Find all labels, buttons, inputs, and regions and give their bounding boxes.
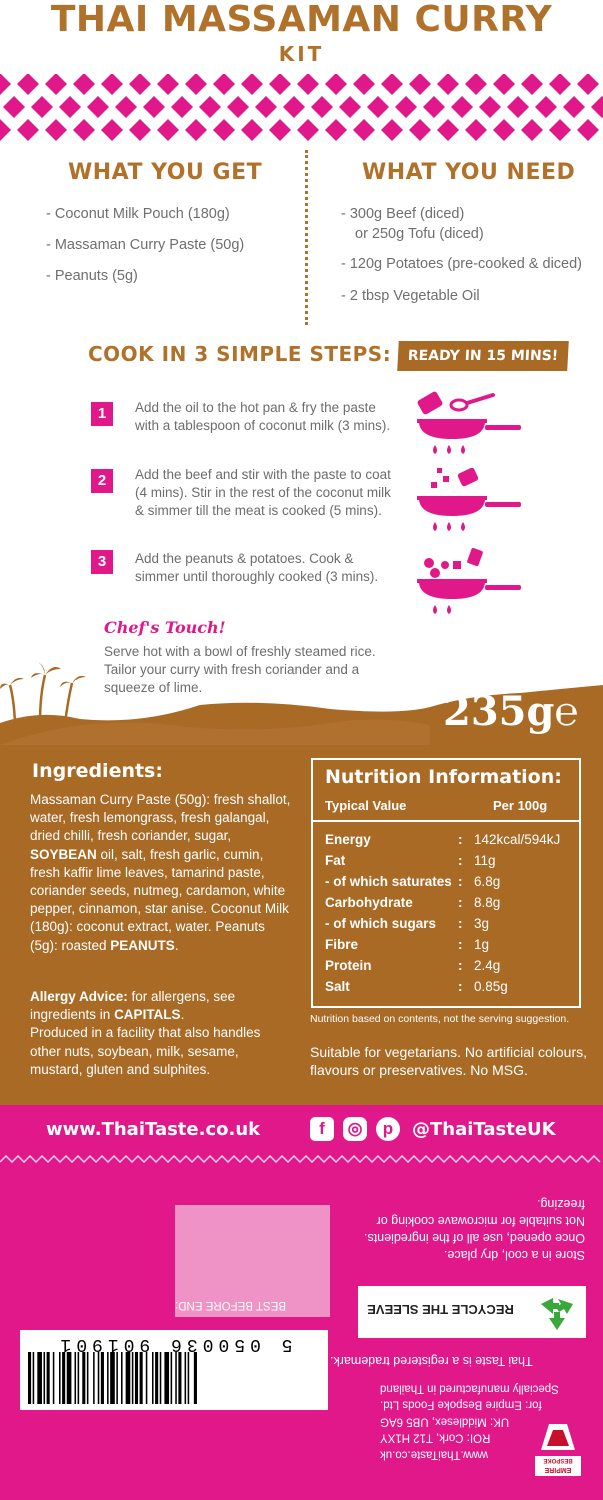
nutrition-row: Energy : 142kcal/594kJ — [325, 832, 561, 847]
step-line: & simmer till the meat is cooked (5 mins). — [135, 503, 382, 518]
barcode-bar — [146, 1352, 148, 1404]
diamond-shape — [283, 96, 305, 118]
diamond-shape — [115, 96, 137, 118]
nutrition-row: Protein : 2.4g — [325, 958, 501, 973]
barcode-bar — [98, 1352, 100, 1404]
barcode-bar — [155, 1352, 158, 1404]
ingredients-part: oil, salt, fresh garlic, cumin, fresh kaffir lime leaves, tamarind paste, coriander seeds, nutmeg, cardamon, white pepper, cinnamon, star anise. Coconut Milk (180g): coconut extract, water. Peanuts (5g): roasted — [30, 846, 289, 953]
barcode-bar — [194, 1352, 197, 1404]
maker-line: for: Empire Bespoke Foods Ltd. — [380, 1399, 542, 1411]
diamond-shape — [241, 119, 263, 141]
diamond-shape — [465, 119, 487, 141]
svg-text:BESPOKE: BESPOKE — [543, 1457, 573, 1463]
diamond-shape — [353, 119, 375, 141]
diamond-shape — [227, 96, 249, 118]
diamond-shape — [493, 74, 515, 95]
barcode-bar — [185, 1352, 187, 1404]
step-number: 1 — [91, 402, 113, 426]
diamond-shape — [549, 119, 571, 141]
ingredients-heading: Ingredients: — [32, 760, 163, 782]
maker-line: www.ThaiTaste.co.uk — [380, 1448, 489, 1461]
allergy-text: for allergens, see ingredients in — [30, 989, 236, 1023]
nutrition-row: - of which saturates : 6.8g — [325, 874, 501, 889]
diamond-shape — [409, 74, 431, 95]
diamond-shape — [45, 74, 67, 95]
barcode-bar — [160, 1352, 162, 1404]
chef-line: Tailor your curry with fresh coriander and a — [104, 662, 360, 677]
ingredients-text — [30, 791, 292, 955]
list-item: - 120g Potatoes (pre-cooked & diced) — [341, 256, 582, 272]
chefs-touch-heading: Chef's Touch! — [104, 618, 226, 637]
allergy-text: . — [180, 1007, 185, 1023]
nutrition-note: Nutrition based on contents, not the serving suggestion. — [310, 1013, 570, 1025]
barcode-bar — [101, 1352, 104, 1404]
nutrition-col-typical: Typical Value — [325, 798, 407, 813]
instagram-icon[interactable]: ◎ — [343, 1117, 367, 1141]
step-line: Add the oil to the hot pan & fry the paste — [135, 400, 376, 415]
diamond-shape — [521, 74, 543, 95]
best-before-box — [175, 1205, 330, 1317]
palm-trees-icon — [0, 655, 100, 725]
ingredients-part: . — [174, 937, 179, 953]
barcode-bar — [78, 1352, 80, 1404]
list-item: - Massaman Curry Paste (50g) — [46, 237, 245, 253]
step-number: 2 — [91, 469, 113, 493]
barcode-bars-icon — [28, 1352, 320, 1404]
diamond-shape — [437, 74, 459, 95]
diamond-shape — [157, 74, 179, 95]
allergen-highlight: SOYBEAN — [30, 846, 97, 862]
diamond-shape — [101, 119, 123, 141]
diamond-shape — [59, 96, 81, 118]
diamond-shape — [255, 96, 277, 118]
diamond-shape — [521, 119, 543, 141]
diamond-shape — [241, 74, 263, 95]
step-2-text — [135, 466, 403, 520]
nutrition-col-per100g: Per 100g — [493, 798, 548, 813]
social-handle[interactable]: @ThaiTasteUK — [412, 1119, 556, 1140]
steps-heading: COOK IN 3 SIMPLE STEPS: — [88, 342, 392, 366]
step-line: with a tablespoon of coconut milk (3 mins). — [135, 418, 391, 433]
step-1-text — [135, 399, 403, 435]
diamond-shape — [213, 74, 235, 95]
empire-bespoke-foods-logo-icon — [533, 1420, 583, 1478]
diamond-shape — [87, 96, 109, 118]
social-icons — [310, 1117, 406, 1145]
column-divider — [305, 150, 309, 325]
barcode-bar — [126, 1352, 131, 1404]
barcode — [20, 1330, 328, 1410]
barcode-bar — [140, 1352, 143, 1404]
nutrition-row: Salt : 0.85g — [325, 979, 508, 994]
step-line: Add the peanuts & potatoes. Cook & — [135, 551, 354, 566]
barcode-bar — [188, 1352, 190, 1404]
barcode-bar — [44, 1352, 46, 1404]
what-you-get-list — [46, 204, 244, 286]
diamond-shape — [577, 119, 599, 141]
product-subtitle: KIT — [278, 42, 325, 66]
list-item: - Peanuts (5g) — [46, 268, 138, 284]
barcode-bar — [75, 1352, 77, 1404]
diamond-shape — [157, 119, 179, 141]
diamond-shape — [185, 74, 207, 95]
storage-line: freezing. — [537, 1197, 585, 1211]
diamond-shape — [325, 74, 347, 95]
barcode-bar — [93, 1352, 95, 1404]
diamond-shape — [0, 119, 11, 141]
barcode-bar — [28, 1352, 31, 1404]
diamond-shape — [3, 96, 25, 118]
trademark-notice: Thai Taste is a registered trademark. — [330, 1354, 533, 1368]
barcode-bar — [33, 1352, 35, 1404]
diamond-shape — [269, 119, 291, 141]
diamond-shape — [297, 74, 319, 95]
barcode-bar — [67, 1352, 72, 1404]
diamond-shape — [73, 74, 95, 95]
barcode-bar — [62, 1352, 65, 1404]
diamond-shape — [367, 96, 389, 118]
diamond-shape — [437, 119, 459, 141]
barcode-bar — [175, 1352, 177, 1404]
step-line: simmer until thoroughly cooked (3 mins). — [135, 569, 379, 584]
diamond-shape — [549, 74, 571, 95]
diamond-shape — [409, 119, 431, 141]
net-weight: 235g℮ — [443, 688, 579, 735]
diamond-shape — [213, 119, 235, 141]
best-before-label: BEST BEFORE END: — [175, 1299, 286, 1311]
website-link[interactable]: www.ThaiTaste.co.uk — [46, 1119, 261, 1140]
barcode-bar — [178, 1352, 181, 1404]
diamond-shape — [395, 96, 417, 118]
ingredients-part: Massaman Curry Paste (50g): fresh shallot, water, fresh lemongrass, fresh galangal, dried chilli, fresh coriander, sugar, — [30, 792, 291, 844]
diamond-shape — [129, 119, 151, 141]
barcode-bar — [164, 1352, 169, 1404]
pan-add-potatoes-icon — [413, 545, 523, 620]
diamond-shape — [479, 96, 501, 118]
product-title: THAI MASSAMAN CURRY — [50, 0, 553, 40]
chef-line: Serve hot with a bowl of freshly steamed rice. — [104, 644, 376, 659]
maker-line: UK: Middlesex, UB5 6AG — [380, 1415, 510, 1428]
diamond-shape — [451, 96, 473, 118]
nutrition-table — [311, 758, 581, 1008]
diamond-shape — [325, 119, 347, 141]
diamond-shape — [563, 96, 585, 118]
diamond-shape — [0, 74, 11, 95]
barcode-bar — [135, 1352, 138, 1404]
ready-time-badge: READY IN 15 MINS! — [397, 341, 569, 371]
nutrition-divider — [313, 820, 579, 822]
allergy-caps: CAPITALS — [114, 1007, 181, 1023]
facility-warning: Produced in a facility that also handles other nuts, soybean, milk, sesame, mustard, gluten and sulphites. — [30, 1025, 261, 1077]
diamond-shape — [577, 74, 599, 95]
diamond-shape — [591, 96, 603, 118]
list-item: - 300g Beef (diced) — [341, 206, 465, 222]
storage-line: Not suitable for microwave cooking or — [376, 1214, 585, 1228]
diamond-shape — [535, 96, 557, 118]
barcode-number: 5 050036 901901 — [55, 1334, 293, 1354]
diamond-pattern — [0, 74, 603, 144]
barcode-bar — [107, 1352, 109, 1404]
recycle-box — [358, 1286, 586, 1338]
diamond-shape — [465, 74, 487, 95]
diamond-shape — [129, 74, 151, 95]
step-3-text — [135, 550, 403, 586]
diamond-shape — [143, 96, 165, 118]
nutrition-row: - of which sugars : 3g — [325, 916, 490, 931]
barcode-bar — [116, 1352, 118, 1404]
diamond-shape — [199, 96, 221, 118]
diamond-shape — [381, 119, 403, 141]
maker-line: ROI: Cork, T12 H1XY — [380, 1432, 491, 1444]
barcode-bar — [87, 1352, 89, 1404]
diamond-shape — [311, 96, 333, 118]
barcode-bar — [82, 1352, 85, 1404]
diamond-shape — [269, 74, 291, 95]
diamond-shape — [171, 96, 193, 118]
maker-line: Specially manufactured in Thailand — [380, 1382, 559, 1395]
pan-stir-beef-icon — [413, 462, 523, 537]
barcode-bar — [110, 1352, 115, 1404]
storage-line: Once opened, use all of the ingredients. — [364, 1231, 585, 1245]
diamond-shape — [185, 119, 207, 141]
diamond-shape — [45, 119, 67, 141]
diamond-shape — [507, 96, 529, 118]
nutrition-row: Fat : 11g — [325, 853, 496, 868]
allergy-advice — [30, 988, 292, 1079]
list-item-continued: or 250g Tofu (diced) — [355, 226, 484, 242]
what-you-get-heading: WHAT YOU GET — [68, 160, 263, 185]
pinterest-icon[interactable]: p — [376, 1117, 400, 1141]
barcode-bar — [121, 1352, 123, 1404]
diamond-shape — [297, 119, 319, 141]
svg-text:EMPIRE: EMPIRE — [544, 1466, 572, 1473]
chef-line: squeeze of lime. — [104, 680, 203, 695]
diamond-shape — [353, 74, 375, 95]
diamond-shape — [493, 119, 515, 141]
diamond-shape — [101, 74, 123, 95]
step-line: Add the beef and stir with the paste to coat — [135, 467, 391, 482]
list-item: - 2 tbsp Vegetable Oil — [341, 288, 480, 304]
diamond-shape — [17, 74, 39, 95]
allergy-label: Allergy Advice: — [30, 989, 128, 1004]
diamond-shape — [17, 119, 39, 141]
what-you-need-heading: WHAT YOU NEED — [362, 160, 576, 185]
nutrition-row: Carbohydrate : 8.8g — [325, 895, 501, 910]
recycle-icon — [535, 1290, 579, 1334]
barcode-bar — [47, 1352, 50, 1404]
recycle-label: RECYCLE THE SLEEVE — [367, 1302, 514, 1317]
barcode-bar — [53, 1352, 55, 1404]
storage-line: Store in a cool, dry place. — [443, 1248, 585, 1262]
diamond-shape — [73, 119, 95, 141]
diamond-shape — [381, 74, 403, 95]
allergen-highlight: PEANUTS — [110, 937, 175, 953]
barcode-bar — [171, 1352, 173, 1404]
step-number: 3 — [91, 550, 113, 574]
barcode-bar — [132, 1352, 134, 1404]
list-item: - Coconut Milk Pouch (180g) — [46, 206, 230, 222]
facebook-icon[interactable]: f — [310, 1117, 334, 1141]
diamond-shape — [339, 96, 361, 118]
step-line: (4 mins). Stir in the rest of the coconut milk — [135, 485, 391, 500]
what-you-need-list — [341, 204, 582, 306]
vegetarian-statement: Suitable for vegetarians. No artificial colours, flavours or preservatives. No MSG. — [310, 1044, 588, 1078]
nutrition-heading: Nutrition Information: — [325, 766, 562, 788]
diamond-shape — [423, 96, 445, 118]
pan-fry-paste-icon — [413, 385, 523, 460]
diamond-shape — [31, 96, 53, 118]
storage-instructions — [330, 1195, 585, 1263]
barcode-bar — [152, 1352, 154, 1404]
nutrition-row: Fibre : 1g — [325, 937, 490, 952]
zigzag-divider — [0, 1155, 603, 1163]
barcode-bar — [37, 1352, 42, 1404]
barcode-bar — [59, 1352, 61, 1404]
